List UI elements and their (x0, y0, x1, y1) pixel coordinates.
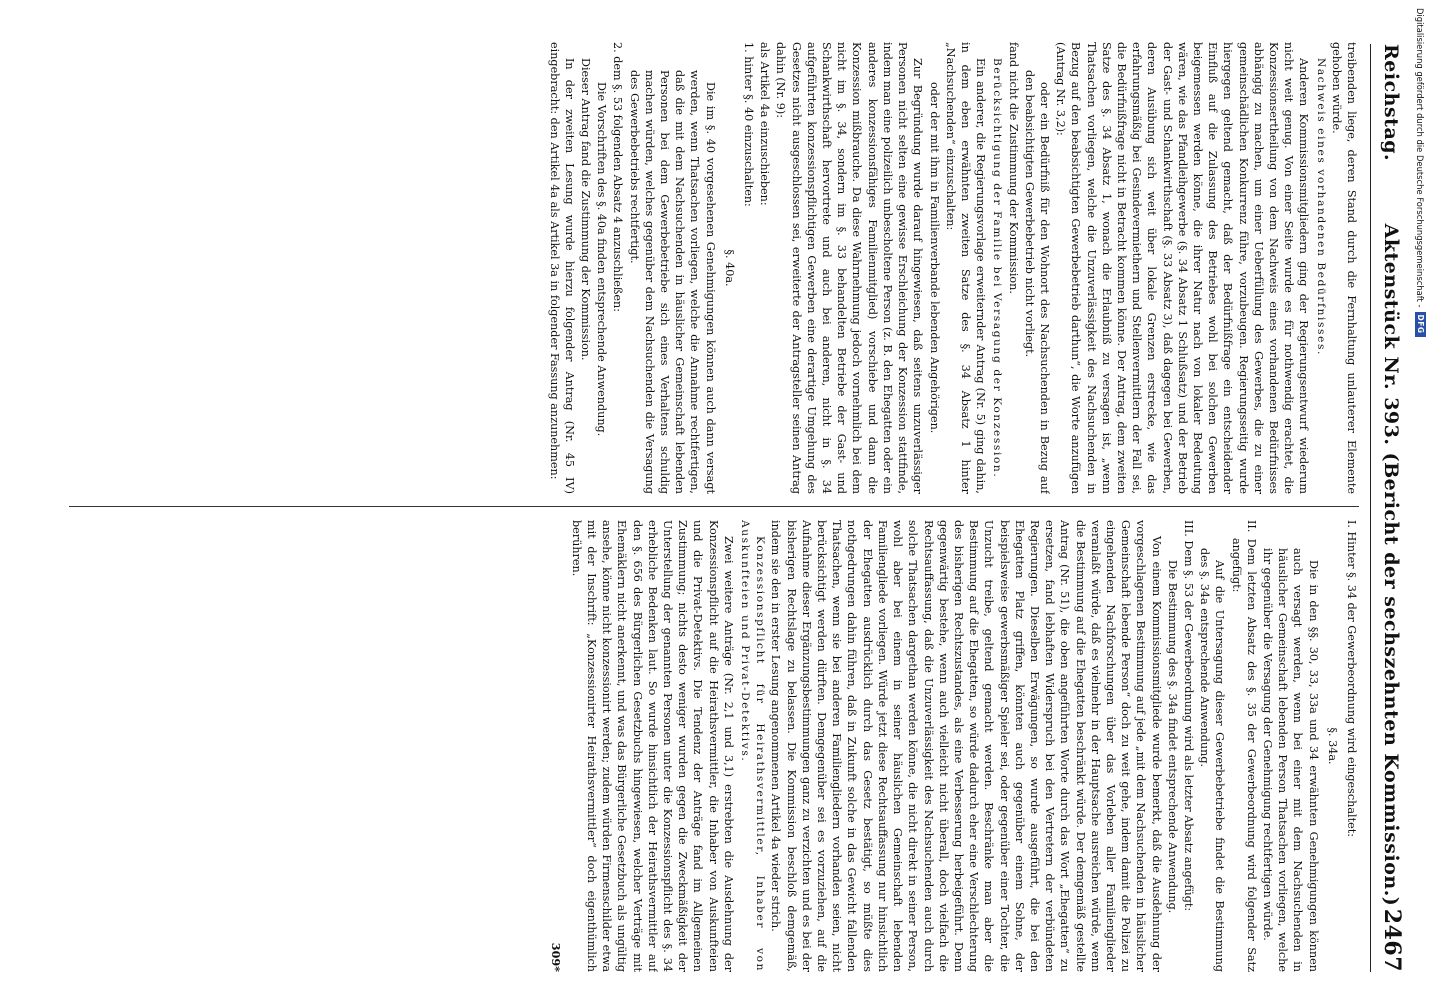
paragraph: III. Dem §. 53 der Gewerbeordnung wird als letzter Absatz angefügt: (1181, 520, 1195, 912)
running-head-left: Reichstag. (1380, 44, 1402, 162)
paragraph: fand nicht die Zustimmung der Kommission. (1006, 42, 1020, 294)
section-heading: Konzessionspflicht für Heirathsvermittler, Inhaber von Auskunfteien und Privat-Detektivs. (739, 520, 767, 972)
paragraph: 1. hinter §. 40 einzuschalten: (742, 42, 756, 207)
credit-text: Digitalisierung gefördert durch die Deutsche Forschungsgemeinschaft - (1415, 8, 1426, 308)
paragraph: Die Bestimmung des §. 34a findet entsprechende Anwendung. (1165, 560, 1179, 914)
paragraph: Ein anderer, die Regierungsvorlage erweiternder Antrag (Nr. 5) ging dahin, in dem eben erwähnten zweiten Satze des §. 34 Absatz 1 hinter „Nachsuchenden“ einzuschalten: (943, 42, 988, 494)
paragraph: Die Vorschriften des §. 40a finden entsprechende Anwendung. (595, 82, 609, 437)
paragraph-sign: §. 40a. (722, 249, 736, 287)
paragraph: 2. dem §. 53 folgenden Absatz 4 anzuschließen: (611, 42, 625, 312)
right-column (59, 520, 1359, 972)
paragraph: In der zweiten Lesung wurde hierzu folgender Antrag (Nr. 45 IV) eingebracht: den Artikel 4a als Artikel 3a in folgender Fassung anzunehmen: (547, 42, 576, 494)
paragraph: oder der mit ihm in Familienverbande lebenden Angehörigen. (927, 82, 941, 434)
signature-mark: 309* (548, 942, 563, 972)
section-heading: Nachweis eines vorhandenen Bedürfnisses. (1314, 58, 1327, 356)
section-heading: Berücksichtigung der Familie bei Versagung der Konzession. (991, 58, 1004, 479)
paragraph: Anderen Kommissionsmitgliedern ging der Regierungsentwurf wiederum nicht weit genug. Von einer Seite wurde es für nothwendig erachtet, die Konzessionsertheilung von dem Nachweis eines vorhandenen Bedürfnisses abhängig zu machen, um einer Ueberfüllung des Gewerbes, die zu einer gemeinschädlichen Konkurrenz führe, vorzubeugen. Regierungsseitig wurde hiergegen geltend gemacht, daß der Bedürfnißfrage ein entscheidender Einfluß auf die Zulassung des Betriebes wohl bei solchen Gewerben beigemessen werden könne, die ihrer Natur nach von lokaler Bedeutung wären, wie das Pfandleihgewerbe (§. 34 Absatz 1 Schlußsatz) und der Betrieb der Gast- und Schankwirthschaft (§. 33 Absatz 3), daß dagegen bei Gewerben, deren Ausübung sich weit über lokale Grenzen erstrecke, wie das erfahrungsmäßig bei Gesindevermiethern und Stellenvermittlern der Fall sei, die Bedürfnißfrage nicht in Betracht kommen könne. Der Antrag, dem zweiten Satze des §. 34 Absatz 1, wonach die Erlaubniß zu versagen ist, „wenn Thatsachen vorliegen, welche die Unzuverlässigkeit des Nachsuchenden in Bezug auf den beabsichtigten Gewerbebetrieb darthun“, die Worte anzufügen (Antrag Nr. 3,2): (1054, 42, 1311, 494)
paragraph: treibenden liege, deren Stand durch die Fernhaltung unlauterer Elemente gehoben würde. (1329, 42, 1358, 494)
digitization-credit (1415, 8, 1426, 337)
dfg-logo: DFG (1415, 312, 1426, 337)
paragraph: Auf die Untersagung dieser Gewerbebetriebe findet die Bestimmung des §. 34a entsprechende Anwendung. (1198, 548, 1227, 972)
column-divider (69, 506, 1359, 507)
paragraph: oder ein Bedürfniß für den Wohnort des Nachsuchenden in Bezug auf den beabsichtigten Gewerbebetrieb nicht vorliegt. (1022, 70, 1051, 494)
running-head-title: Aktenstück Nr. 393. (Bericht der sechszehnten Kommission.) (1380, 223, 1402, 907)
paragraph: Zur Begründung wurde darauf hingewiesen, daß seitens unzuverlässiger Personen nicht selten eine gewisse Erschleichung der Konzession stattfinde, indem man eine polizeilich unbescholtene Person (z. B. den Ehegatten oder ein anderes konzessionsfähiges Familienmitglied) vorschiebe und dann die Konzession mißbrauche. Da diese Wahrnehmung jedoch vornehmlich bei dem nicht im §. 34, sondern im §. 33 behandelten Betriebe der Gast- und Schankwirthschaft hervortrete und auch bei anderen, nicht in §. 34 aufgeführten konzessionspflichtigen Gewerben eine derartige Umgehung des Gesetzes nicht ausgeschlossen sei, erweiterte der Antragsteller seinen Antrag dahin (Nr. 9): (774, 42, 925, 494)
paragraph: als Artikel 4a einzuschieben: (758, 42, 772, 206)
document-page (50, 38, 1405, 978)
paragraph: Die in den §§. 30, 33, 33a und 34 erwähnten Genehmigungen können auch versagt werden, wenn bei einer mit dem Nachsuchenden in häuslicher Gemeinschaft lebenden Person Thatsachen vorliegen, welche ihr gegenüber die Versagung der Genehmigung rechtfertigen würde. (1260, 548, 1320, 972)
paragraph: Zwei weitere Anträge (Nr. 2,1 und 3,1) erstrebten die Ausdehnung der Konzessionspflicht auf die Heirathsvermittler, die Inhaber von Auskunfteien und die Privat-Detektivs. Die Tendenz der Anträge fand im Allgemeinen Zustimmung; nichts desto weniger wurden gegen die Zweckmäßigkeit der Unterstellung der genannten Personen unter die Konzessionspflicht des §. 34 erhebliche Bedenken laut. So wurde hinsichtlich der Heirathsvermittler auf den §. 656 des Bürgerlichen Gesetzbuchs hingewiesen, welcher Verträge mit Ehemäklern nicht anerkennt, und was das Bürgerliche Gesetzbuch als ungültig ansehe, könne nicht konzessionirt werden; zudem würden Firmenschilder etwa mit der Inschrift: „Konzessionirter Heirathsvermittler“ doch eigenthümlich berühren. (569, 520, 735, 972)
left-column (59, 42, 1359, 494)
paragraph-sign: §. 34a. (1325, 727, 1339, 765)
paragraph: II. Dem letzten Absatz des §. 35 der Gewerbeordnung wird folgender Satz angefügt: (1229, 520, 1258, 972)
paragraph: Die im §. 40 vorgesehenen Genehmigungen können auch dann versagt werden, wenn Thatsachen vorliegen, welche die Annahme rechtfertigen, daß die mit dem Nachsuchenden in häuslicher Gemeinschaft lebenden Personen bei dem Gewerbebetriebe sich eines Verhaltens schuldig machen würden, welches gegenüber dem Nachsuchenden die Versagung des Gewerbebetriebs rechtfertigt. (627, 70, 717, 494)
paragraph: Dieser Antrag fand die Zustimmung der Kommission. (579, 58, 593, 361)
running-head (1370, 44, 1405, 972)
paragraph: Von einem Kommissionsmitgliede wurde bemerkt, daß die Ausdehnung der vorgeschlagenen Bestimmung auf jede „mit dem Nachsuchenden in häuslicher Gemeinschaft lebende Person“ doch zu weit gehe, indem damit die Polizei zu eingehenden Nachforschungen über das Vorleben aller Familienglieder veranlaßt würde, daß es vielmehr in der Hauptsache ausreichen würde, wenn die Bestimmung auf die Ehegatten beschränkt würde. Der demgemäß gestellte Antrag (Nr. 51), die oben angeführten Worte durch das Wort „Ehegatten“ zu ersetzen, fand lebhaften Widerspruch bei den Vertretern der verbündeten Regierungen. Dieselben Erwägungen, so wurde ausgeführt, die bei den Ehegatten Platz griffen, könnten auch gegenüber einem Sohne, der beispielsweise gewerbsmäßiger Spieler sei, oder gegenüber einer Tochter, die Unzucht treibe, geltend gemacht werden. Beschränke man aber die Bestimmung auf die Ehegatten, so würde dadurch eher eine Verschlechterung des bisherigen Rechtszustandes, als eine Verbesserung herbeigeführt. Denn gegenwärtig bestehe, wenn auch vielleicht nicht überall, doch vielfach die Rechtsauffassung, daß die Unzuverlässigkeit des Nachsuchenden auch durch solche Thatsachen dargethan werden könne, die nicht direkt in seiner Person, wohl aber bei einem in seiner häuslichen Gemeinschaft lebenden Familiengliede vorliegen. Würde jetzt diese Rechtsauffassung nur hinsichtlich der Ehegatten ausdrücklich durch das Gesetz bestätigt, so müßte dies nothgedrungen dahin führen, daß in Zukunft solche in das Gewicht fallenden Thatsachen, wenn sie bei anderen Familiengliedern vorhanden seien, nicht berücksichtigt werden dürften. Demgegenüber sei es vorzuziehen, auf die Aufnahme dieser Ergänzungsbestimmungen ganz zu verzichten und es bei der bisherigen Rechtslage zu belassen. Die Kommission beschloß demgemäß, indem sie den in erster Lesung angenommenen Artikel 4a wieder strich. (769, 520, 1163, 972)
page-number: 2467 (1379, 908, 1405, 972)
paragraph: I. Hinter §. 34 der Gewerbeordnung wird eingeschaltet: (1345, 520, 1358, 837)
